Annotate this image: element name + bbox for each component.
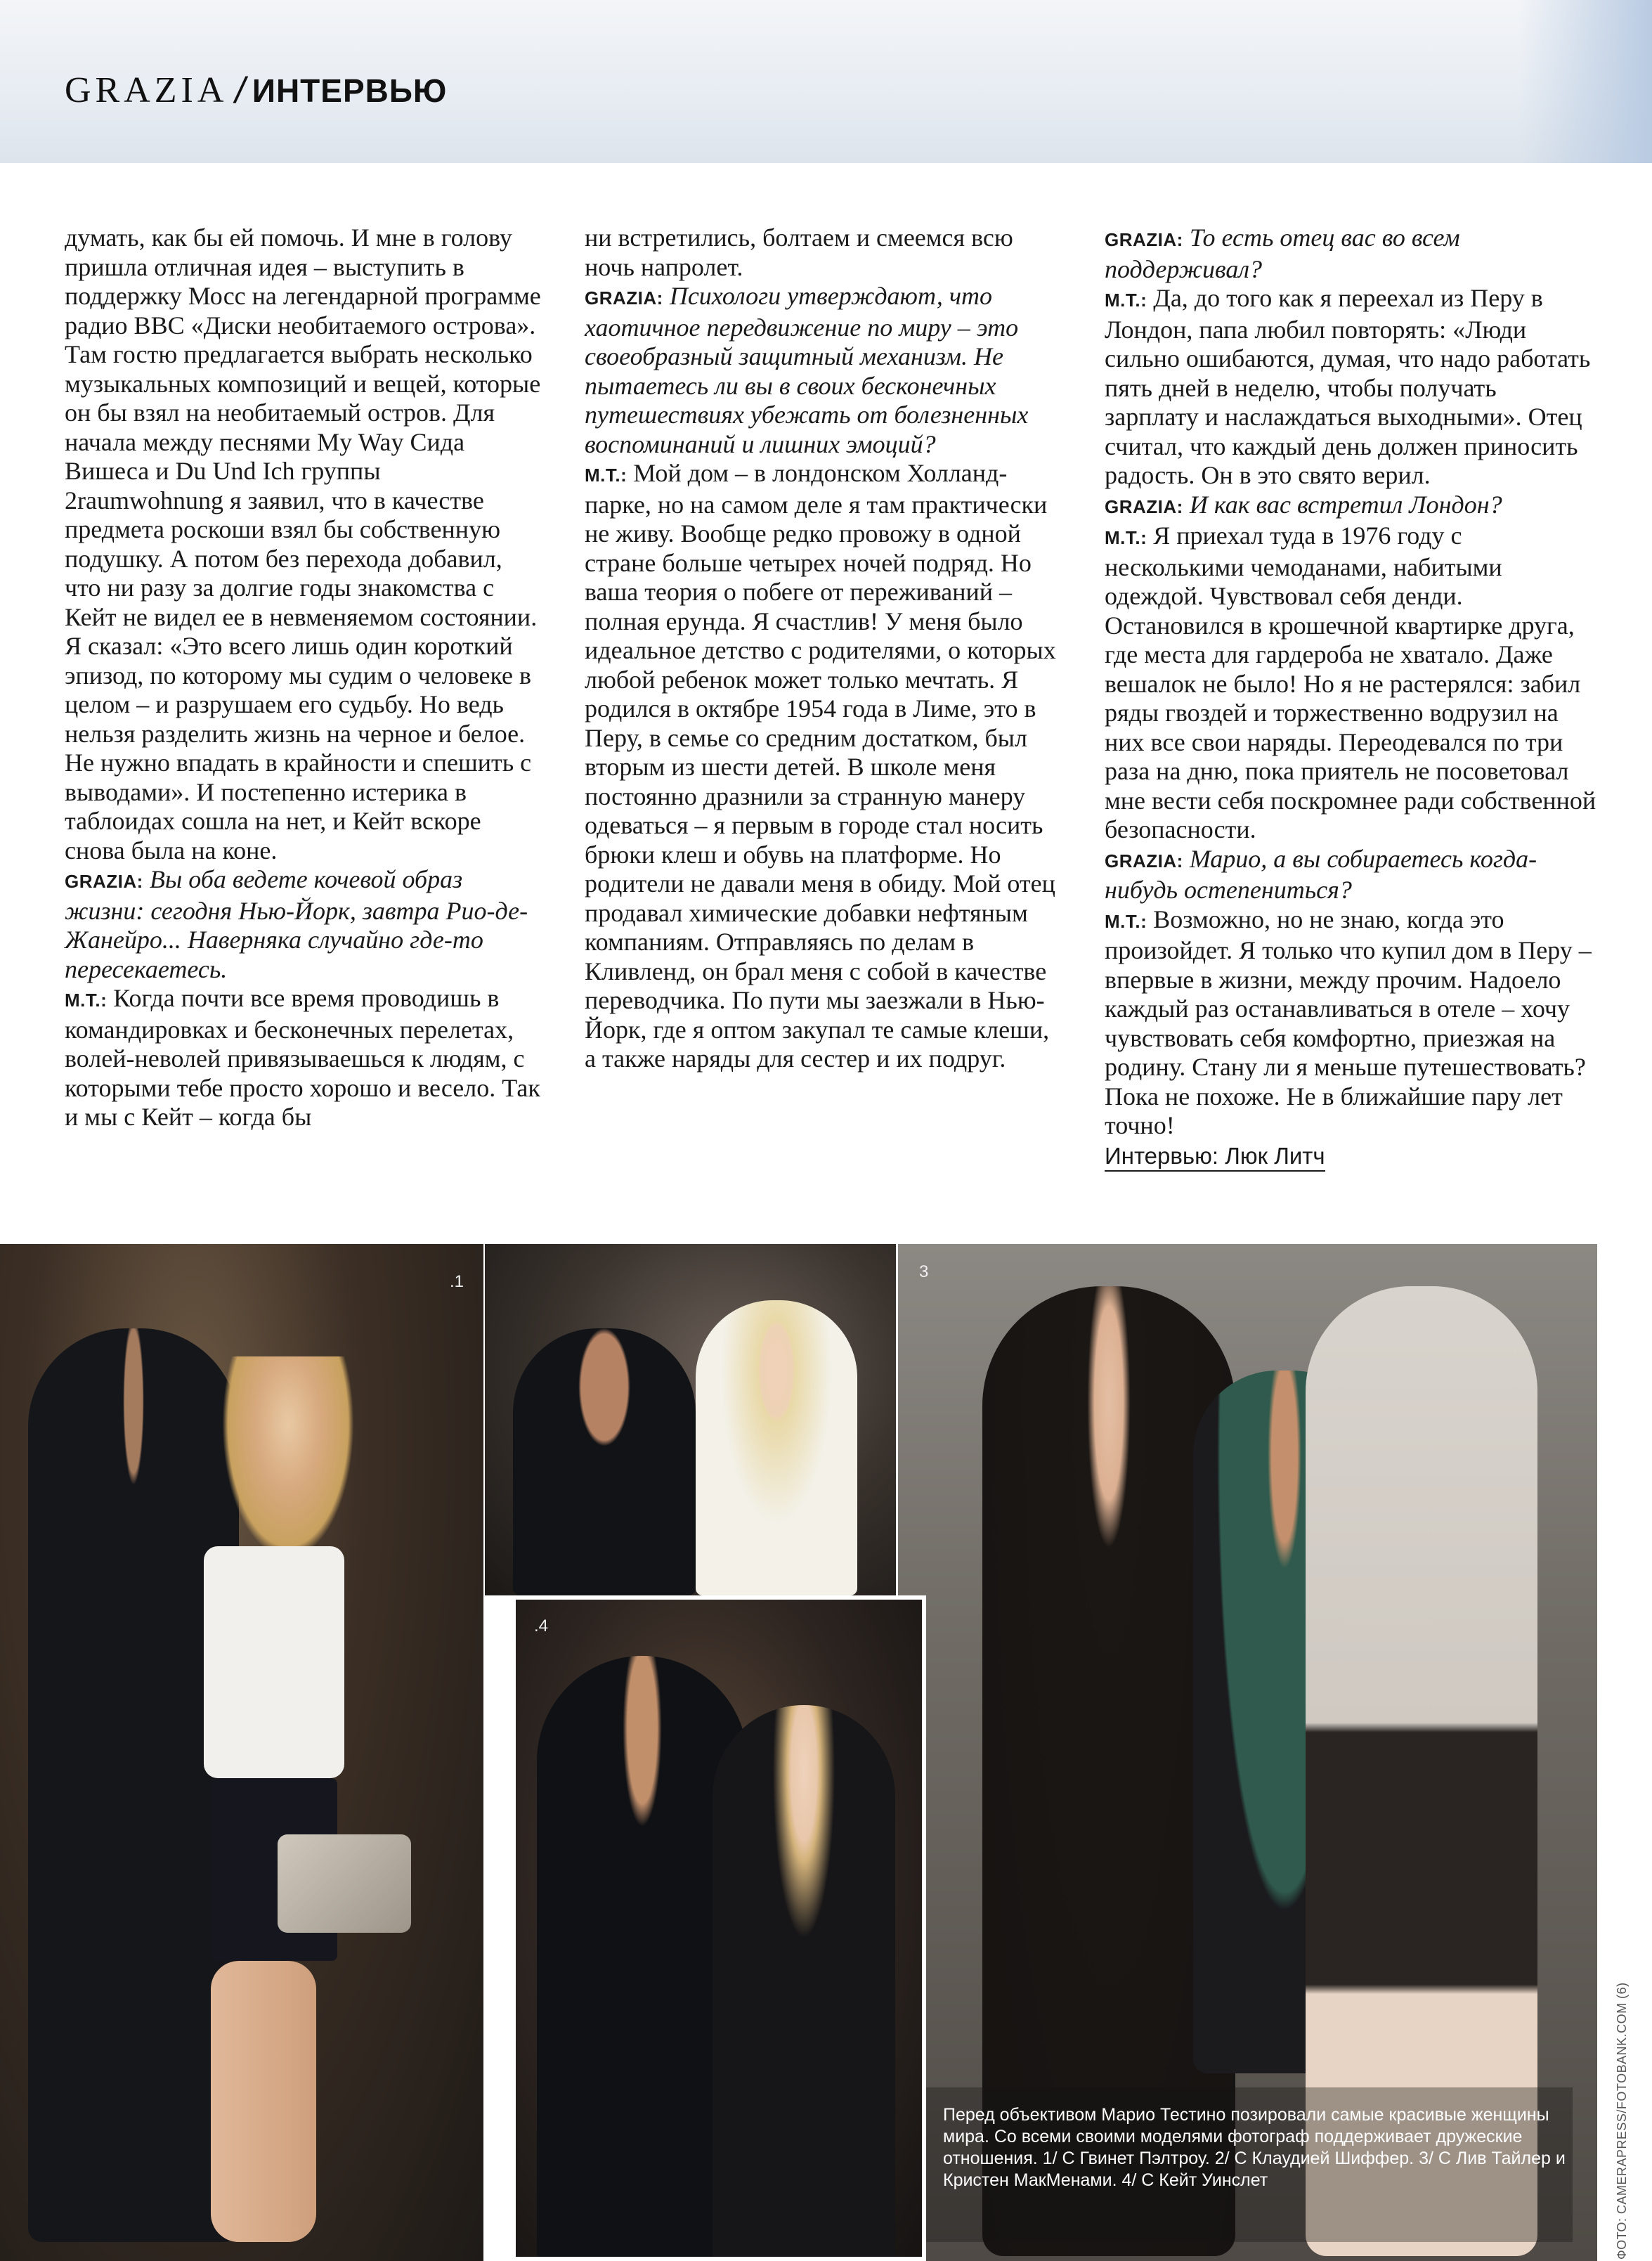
answer-text: Мой дом – в лондонском Холланд-парке, но на самом деле я там практически не живу. Вообще редко провожу в одной стране больше четырех ночей подряд. Но ваша теория о побеге от переживаний – полная ерунда. Я счастлив! У меня было идеальное детство с родителями, о которых любой ребенок может только мечтать. Я родился в октябре 1954 года в Лиме, это в Перу, в семье со средним достатком, был вторым из шести детей. В школе меня постоянно дразнили за странную манеру одеваться – я первым в городе стал носить брюки клеш и обувь на платформе. Но родители не давали меня в обиду. Мой отец продавал химические добавки нефтяным компаниям. Отправляясь по делам в Кливленд, он брал меня с собой в качестве переводчика. По пути мы заезжали в Нью-Йорк, где я оптом закупал те самые клеши, а также наряды для сестер и их подруг. (585, 459, 1056, 1073)
speaker-label: M.T.: (1105, 910, 1147, 932)
photo-caption: Перед объективом Марио Тестино позировали самые красивые женщины мира. Со всеми своими моделями фотограф поддерживает дружеские отношения. 1/ С Гвинет Пэлтроу. 2/ С Клаудией Шиффер. 3/ С Лив Тайлер и Кристен МакМенами. 4/ С Кейт Уинслет (943, 2105, 1566, 2190)
paragraph-text: думать, как бы ей помочь. И мне в голову пришла отличная идея – выступить в поддержку Мосс на легендарной программе радио ВВС «Диски необитаемого острова». Там гостю предлагается выбрать несколько музыкальных композиций и вещей, которые он бы взял на необитаемый остров. Для начала между песнями My Way Сида Вишеса и Du Und Ich группы 2raumwohnung я заявил, что в качестве предмета роскоши взял бы собственную подушку. А потом без перехода добавил, что ни разу за долгие годы знакомства с Кейт не видел ее в невменяемом состоянии. Я сказал: «Это всего лишь один короткий эпизод, по которому мы судим о человеке в целом – и разрушаем его судьбу. Но ведь нельзя разделить жизнь на черное и белое. Не нужно впадать в крайности и спешить с выводами». И постепенно истерика в таблоидах сошла на нет, и Кейт вскоре снова была на коне. (65, 223, 541, 864)
photo-number: .1 (450, 1272, 464, 1291)
speaker-label: GRAZIA: (65, 871, 143, 892)
photo-credit: ФОТО: CAMERAPRESS/FOTOBANK.COM (6) (1615, 1982, 1629, 2260)
photo-number: 3 (919, 1262, 929, 1281)
byline-row (1105, 1141, 1596, 1172)
text-column-1 (65, 223, 542, 1132)
section-title: ИНТЕРВЬЮ (252, 72, 448, 109)
white-blouse (204, 1546, 344, 1778)
question (1105, 223, 1596, 284)
answer (1105, 905, 1596, 1141)
text-column-3 (1105, 223, 1596, 1172)
paragraph (65, 223, 542, 865)
question-text: Вы оба ведете кочевой образ жизни: сегодня Нью-Йорк, завтра Рио-де-Жанейро... Наверняка случайно где-то пересекаетесь. (65, 865, 528, 983)
answer-text: Да, до того как я переехал из Перу в Лондон, папа любил повторять: «Люди сильно ошибаются, думая, что надо работать пять дней в неделю, чтобы получать зарплату и наслаждаться выходными». Отец считал, что каждый день должен приносить радость. Он в это свято верил. (1105, 284, 1591, 489)
answer-text: Когда почти все время проводишь в командировках и бесконечных перелетах, волей-неволей привязываешься к людям, с которыми тебе просто хорошо и весело. Так и мы с Кейт – когда бы (65, 984, 540, 1131)
question (1105, 845, 1596, 905)
text-column-2 (585, 223, 1062, 1074)
clutch-bag (278, 1834, 411, 1933)
photo-1 (0, 1244, 483, 2261)
speaker-label: M.T.: (1105, 527, 1147, 548)
magazine-logo (65, 72, 447, 110)
question-text: Психологи утверждают, что хаотичное передвижение по миру – это своеобразный защитный механизм. Не пытаетесь ли вы в своих бесконечных путешествиях убежать от болезненных воспоминаний и лишних эмоций? (585, 282, 1029, 458)
person-figure (513, 1328, 696, 1595)
legs (211, 1961, 316, 2242)
question-text: То есть отец вас во всем поддерживал? (1105, 223, 1460, 283)
speaker-label: GRAZIA: (1105, 229, 1183, 250)
brand-separator: / (235, 70, 245, 111)
speaker-label: GRAZIA: (1105, 495, 1183, 517)
speaker-label: GRAZIA: (1105, 850, 1183, 872)
question-text: И как вас встретил Лондон? (1189, 490, 1502, 519)
photo-2 (485, 1244, 896, 1595)
answer-text: Я приехал туда в 1976 году с несколькими чемоданами, набитыми одеждой. Чувствовал себя денди. Остановился в крошечной квартирке друга, где места для гардероба не хватало. Даже вешалок не было! Но я не растерялся: забил ряды гвоздей и торжественно водрузил на них все свои наряды. Переодевался по три раза на дню, пока приятель не посоветовал мне вести себя поскромнее ради собственной безопасности. (1105, 521, 1596, 843)
question (65, 865, 542, 984)
photo-4 (512, 1595, 926, 2261)
answer (1105, 521, 1596, 845)
byline: Интервью: Люк Литч (1105, 1142, 1325, 1172)
answer (65, 984, 542, 1132)
answer (585, 459, 1062, 1074)
photo-number: .4 (534, 1617, 549, 1635)
paragraph-text: ни встретились, болтаем и смеемся всю ночь напролет. (585, 223, 1013, 281)
speaker-label: M.T.: (585, 465, 627, 486)
paragraph (585, 223, 1062, 282)
person-figure (28, 1328, 239, 2242)
speaker-label: M.T.: (65, 990, 108, 1011)
speaker-label: GRAZIA: (585, 287, 663, 309)
person-figure-blonde (713, 1705, 895, 2260)
person-figure-blonde (696, 1300, 857, 1595)
question-text: Марио, а вы собираетесь когда-нибудь остепениться? (1105, 844, 1537, 904)
question (585, 282, 1062, 459)
speaker-label: M.T.: (1105, 290, 1147, 311)
question (1105, 491, 1596, 522)
brand-name: GRAZIA (65, 70, 228, 110)
answer (1105, 284, 1596, 491)
answer-text: Возможно, но не знаю, когда это произойдет. Я только что купил дом в Перу – впервые в жизни, между прочим. Надоело каждый раз останавливаться в отеле – хочу чувствовать себя комфортно, приезжая на родину. Стану ли я меньше путешествовать? Пока не похоже. Не в ближайшие пару лет точно! (1105, 905, 1592, 1139)
